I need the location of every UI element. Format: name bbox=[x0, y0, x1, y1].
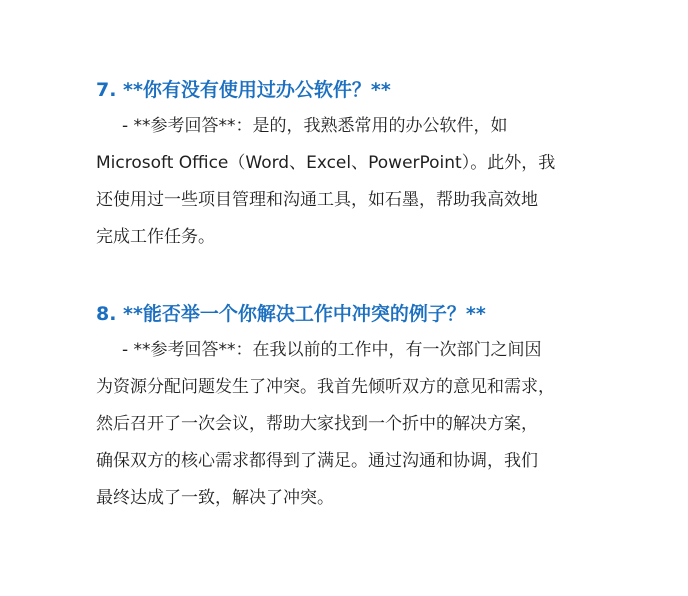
answer-paragraph bbox=[96, 108, 616, 256]
answer-line: 完成工作任务。 bbox=[96, 227, 215, 247]
question-heading: 7. **你有没有使用过办公软件？** bbox=[96, 79, 391, 101]
answer-line: 为资源分配问题发生了冲突。我首先倾听双方的意见和需求， bbox=[96, 377, 555, 397]
answer-line: 还使用过一些项目管理和沟通工具，如石墨，帮助我高效地 bbox=[96, 190, 538, 210]
answer-line: - **参考回答**：是的，我熟悉常用的办公软件，如 bbox=[122, 116, 508, 136]
answer-paragraph bbox=[96, 332, 616, 517]
answer-line: 最终达成了一致，解决了冲突。 bbox=[96, 488, 334, 508]
answer-line: Microsoft Office（Word、Excel、PowerPoint）。此外，我 bbox=[96, 153, 556, 173]
answer-line: 然后召开了一次会议，帮助大家找到一个折中的解决方案， bbox=[96, 414, 538, 434]
question-heading: 8. **能否举一个你解决工作中冲突的例子？** bbox=[96, 303, 486, 325]
qa-item-8 bbox=[96, 300, 616, 517]
qa-item-7 bbox=[96, 76, 616, 256]
answer-line: - **参考回答**：在我以前的工作中，有一次部门之间因 bbox=[122, 340, 542, 360]
answer-line: 确保双方的核心需求都得到了满足。通过沟通和协调，我们 bbox=[96, 451, 538, 471]
